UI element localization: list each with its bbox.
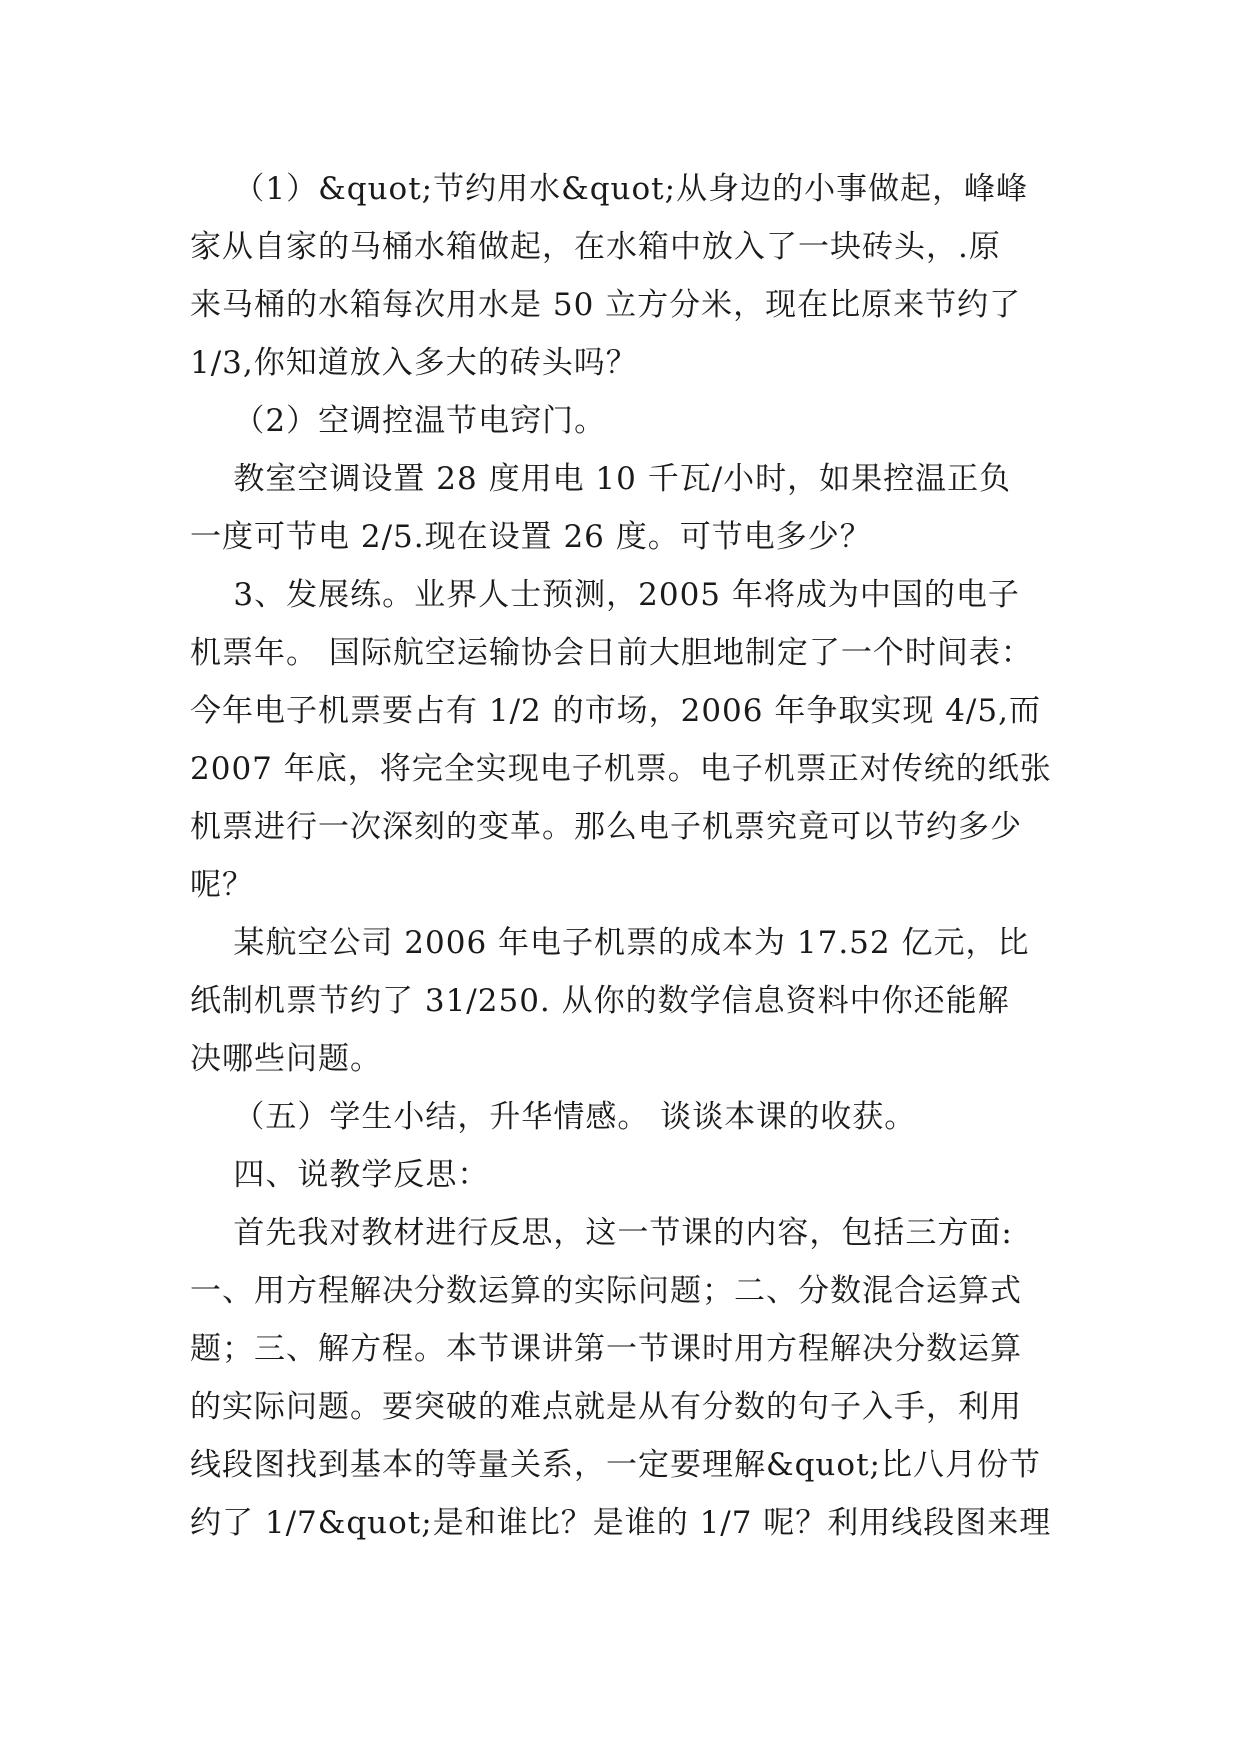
text-line: 机票进行一次深刻的变革。那么电子机票究竟可以节约多少 [190,809,1022,845]
text-line: 线段图找到基本的等量关系，一定要理解&quot;比八月份节 [190,1447,1041,1483]
text-line: （1）&quot;节约用水&quot;从身边的小事做起，峰峰 [190,171,1029,207]
text-line: 1/3,你知道放入多大的砖头吗？ [190,345,638,381]
text-line: 今年电子机票要占有 1/2 的市场，2006 年争取实现 4/5,而 [190,693,1041,729]
text-line: 四、说教学反思： [190,1157,490,1193]
text-line: 题；三、解方程。本节课讲第一节课时用方程解决分数运算 [190,1331,1022,1367]
text-line: （2）空调控温节电窍门。 [190,403,607,439]
text-line: 呢？ [190,867,254,903]
text-line: 3、发展练。业界人士预测，2005 年将成为中国的电子 [190,577,1020,613]
text-line: 某航空公司 2006 年电子机票的成本为 17.52 亿元，比 [190,925,1030,961]
text-line: 一、用方程解决分数运算的实际问题；二、分数混合运算式 [190,1273,1022,1309]
text-line: 一度可节电 2/5.现在设置 26 度。可节电多少？ [190,519,872,555]
text-line: 家从自家的马桶水箱做起，在水箱中放入了一块砖头，.原 [190,229,1001,265]
text-line: 教室空调设置 28 度用电 10 千瓦/小时，如果控温正负 [190,461,1012,497]
text-line: （五）学生小结，升华情感。 谈谈本课的收获。 [190,1099,917,1135]
text-line: 机票年。 国际航空运输协会日前大胆地制定了一个时间表： [190,635,1033,671]
text-line: 约了 1/7&quot;是和谁比？是谁的 1/7 呢？利用线段图来理 [190,1505,1052,1541]
text-line: 来马桶的水箱每次用水是 50 立方分米，现在比原来节约了 [190,287,1022,323]
text-line: 纸制机票节约了 31/250. 从你的数学信息资料中你还能解 [190,983,1010,1019]
text-line: 2007 年底，将完全实现电子机票。电子机票正对传统的纸张 [190,751,1052,787]
document-body [190,160,1050,1552]
text-line: 首先我对教材进行反思，这一节课的内容，包括三方面: [190,1215,1013,1251]
text-line: 决哪些问题。 [190,1041,382,1077]
text-line: 的实际问题。要突破的难点就是从有分数的句子入手，利用 [190,1389,1022,1425]
